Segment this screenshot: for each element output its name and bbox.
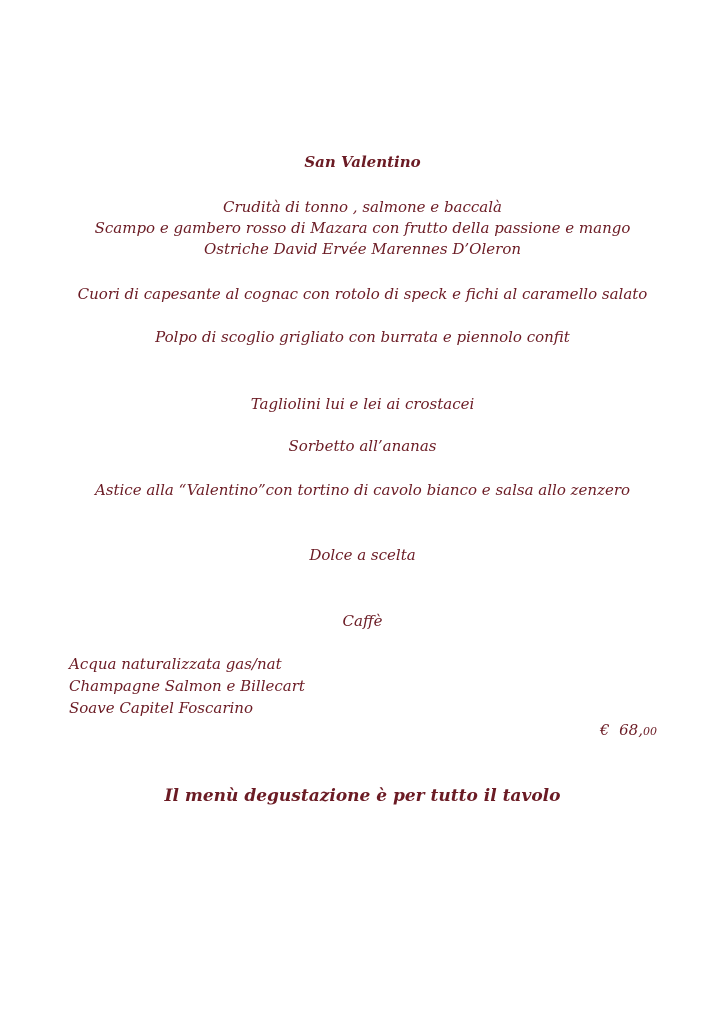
menu-item-primo: Tagliolini lui e lei ai crostacei (250, 395, 475, 413)
menu-item-secondo: Astice alla “Valentino”con tortino di cavolo bianco e salsa allo zenzero (94, 481, 631, 499)
menu-item-antipasto-3: Ostriche David Ervée Marennes D’Oleron (203, 240, 522, 258)
menu-item-antipasto-2: Scampo e gambero rosso di Mazara con frutto della passione e mango (94, 219, 631, 237)
menu-price (600, 720, 657, 742)
drink-item-acqua: Acqua naturalizzata gas/nat (69, 655, 282, 673)
price-amount: 68, (619, 721, 643, 739)
menu-title: San Valentino (304, 153, 421, 171)
menu-item-polpo: Polpo di scoglio grigliato con burrata e piennolo confit (155, 328, 570, 346)
drink-item-champagne: Champagne Salmon e Billecart (69, 677, 305, 695)
footer-note: Il menù degustazione è per tutto il tavolo (164, 786, 561, 806)
menu-item-sorbetto: Sorbetto all’ananas (288, 437, 437, 455)
menu-item-capesante: Cuori di capesante al cognac con rotolo di speck e fichi al caramello salato (77, 285, 648, 303)
drink-item-soave: Soave Capitel Foscarino (69, 699, 253, 717)
menu-item-dolce: Dolce a scelta (309, 546, 416, 564)
price-cents: 00 (643, 725, 657, 738)
menu-item-antipasto-1: Crudità di tonno , salmone e baccalà (222, 198, 502, 216)
menu-item-caffe: Caffè (342, 612, 383, 630)
price-currency: € (600, 721, 610, 739)
